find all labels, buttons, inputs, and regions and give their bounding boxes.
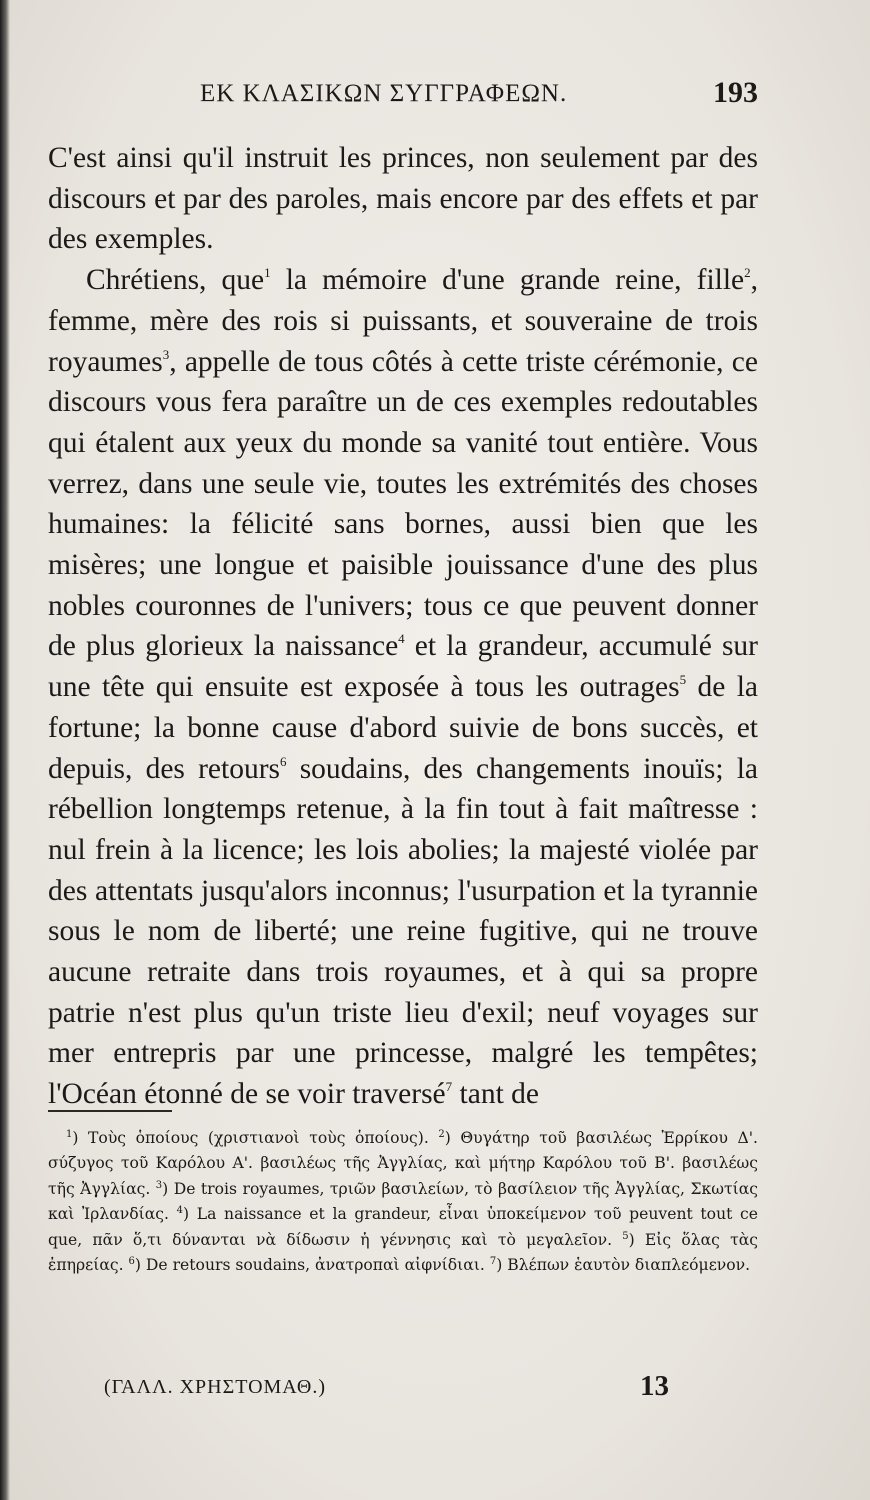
footnote-5: ) Εἰς ὅλας τὰς ἐπηρείας. (48, 1230, 758, 1275)
page-number: 193 (713, 76, 758, 109)
footnote-ref-3: 3 (162, 346, 170, 362)
footnote-mark-6: 6 (128, 1256, 135, 1268)
footnote-mark-3: 3 (155, 1179, 163, 1191)
footnote-mark-2: 2 (438, 1129, 445, 1140)
running-title: ΕΚ ΚΛΑΣΙΚΩΝ ΣΥΓΓΡΑΦΕΩΝ. (200, 80, 568, 107)
main-text (48, 138, 758, 1115)
footnote-mark-5: 5 (622, 1230, 629, 1242)
footnote-ref-6: 6 (280, 753, 287, 769)
footnote-ref-5: 5 (679, 672, 687, 688)
footnote-ref-4: 4 (398, 631, 405, 647)
text-run: , femme, mère des rois si puissants, et souveraine de trois royaumes (48, 264, 758, 378)
signature-mark: (ΓΑΛΛ. ΧΡΗΣΤΟΜΑΘ.) (104, 1376, 327, 1398)
footnote-1: ) Τοὺς ὁποίους (χριστιανοὶ τοὺς ὁποίους). (72, 1129, 439, 1147)
footnote-mark-1: 1 (66, 1129, 73, 1140)
paragraph-1: C'est ainsi qu'il instruit les princes, non seulement par des discours et par des paroles, mais encore par des effets et par des exemples. (48, 142, 758, 256)
footnote-ref-1: 1 (264, 265, 271, 281)
footnote-mark-7: 7 (489, 1256, 497, 1268)
text-run: Chrétiens, que (86, 264, 265, 297)
footnote-6: ) De retours soudains, ἀνατροπαὶ αἰφνίδιαι. (134, 1256, 490, 1275)
text-run: , appelle de tous côtés à cette triste cérémonie, ce discours vous fera paraître un de ces exemples redoutables qui étalent aux yeux du monde sa vanité tout entière. Vous verrez, dans une seule vie, toutes les extrémités des choses humaines: la félicité sans bornes, aussi bien que les misères; une longue et paisible jouissance d'une des plus nobles couronnes de l'univers; tous ce que peuvent donner de plus glorieux la naissance (48, 345, 758, 663)
paragraph-2 (48, 260, 758, 1115)
footnotes (48, 1126, 758, 1278)
text-run: tant de (452, 1078, 539, 1111)
text-run: soudains, des changements inouïs; la rébellion longtemps retenue, à la fin tout à fait maîtresse : nul frein à la licence; les lois abolies; la majesté violée par des attentats jusqu'alors inconnus; l'usurpation et la tyrannie sous le nom de liberté; une reine fugitive, qui ne trouve aucune retraite dans trois royaumes, et à qui sa propre patrie n'est plus qu'un triste lieu d'exil; neuf voyages sur mer entrepris par une princesse, malgré les tempêtes; l'Océan étonné de se voir traversé (48, 752, 758, 1111)
page-header (48, 78, 758, 114)
text-run: de la fortune; la bonne cause d'abord suivie de bons succès, et depuis, des retours (48, 671, 759, 785)
sheet-number: 13 (640, 1370, 669, 1402)
text-run: la mémoire d'une grande reine, fille (270, 264, 745, 297)
footnote-2: ) Θυγάτηρ τοῦ βασιλέως Ἐρρίκου Δ'. σύζυγος τοῦ Καρόλου Α'. βασιλέως τῆς Ἀγγλίας, καὶ μήτηρ Καρόλου τοῦ Β'. βασιλέως τῆς Ἀγγλίας. (48, 1129, 759, 1198)
footnote-mark-4: 4 (176, 1205, 183, 1217)
footnote-3: ) De trois royaumes, τριῶν βασιλείων, τὸ βασίλειον τῆς Ἀγγλίας, Σκωτίας καὶ Ἰρλανδίας. (48, 1179, 758, 1224)
page-footer (48, 1370, 758, 1406)
text-run: et la grandeur, accumulé sur une tête qui ensuite est exposée à tous les outrages (48, 630, 758, 704)
footnote-ref-2: 2 (744, 265, 751, 281)
footnote-block (48, 1126, 758, 1278)
footnote-ref-7: 7 (445, 1079, 453, 1095)
page-edge-shadow (0, 0, 10, 1500)
footnote-rule (48, 1110, 172, 1112)
footnote-7: ) Βλέπων ἑαυτὸν διαπλεόμενον. (496, 1256, 751, 1275)
footnote-4: ) La naissance et la grandeur, εἶναι ὑποκείμενον τοῦ peuvent tout ce que, πᾶν ὅ,τι δύνανται νὰ δίδωσιν ἡ γέννησις καὶ τὸ μεγαλεῖον. (48, 1205, 758, 1249)
